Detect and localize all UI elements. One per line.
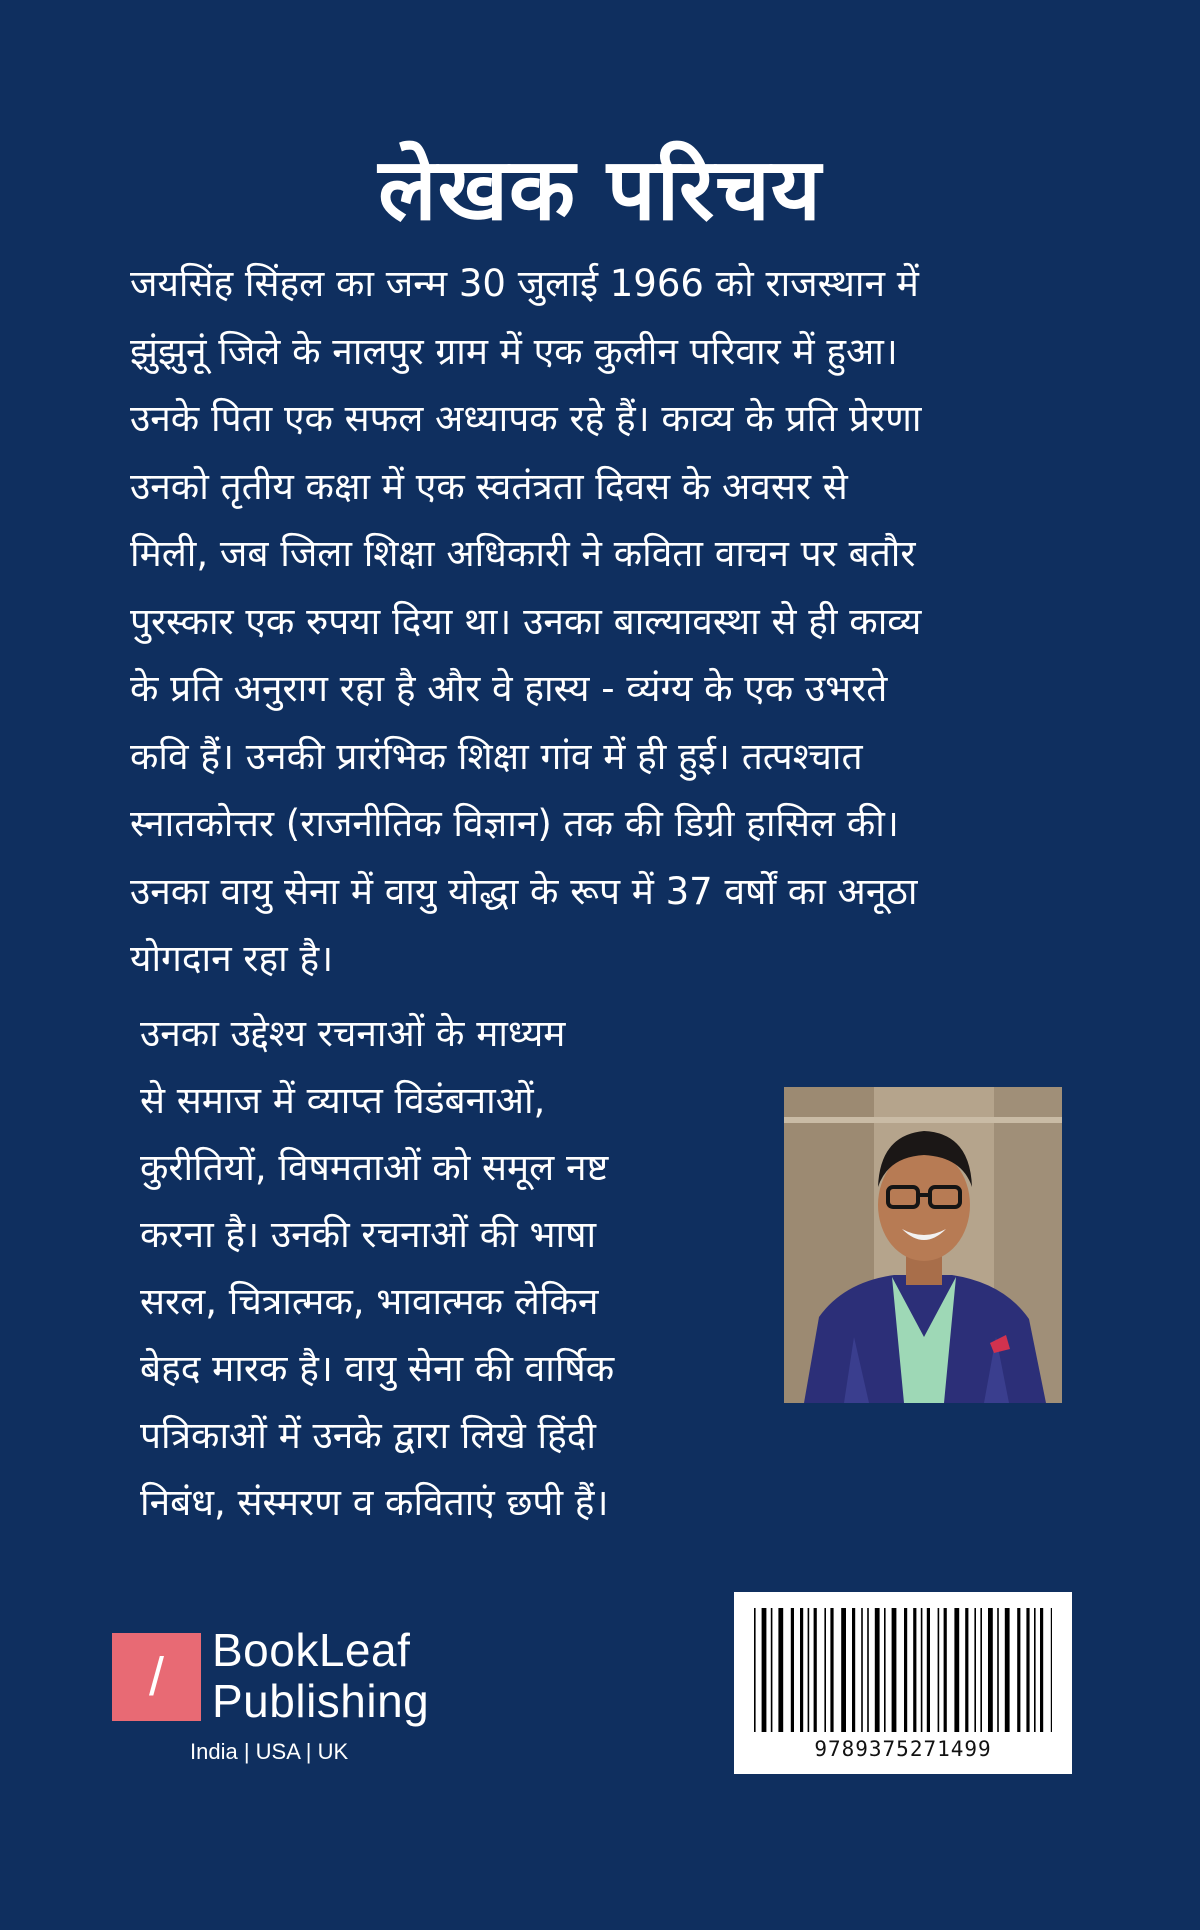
- publisher-mark: /: [112, 1633, 201, 1721]
- barcode-bar: [980, 1608, 982, 1732]
- purpose-line: उनका उद्देश्य रचनाओं के माध्यम: [140, 1012, 566, 1055]
- barcode-bar: [875, 1608, 880, 1732]
- barcode-bar: [1005, 1608, 1010, 1732]
- author-bio: [130, 250, 1000, 993]
- bio-line: पुरस्कार एक रुपया दिया था। उनका बाल्यावस्था से ही काव्य: [130, 599, 922, 643]
- barcode-bar: [771, 1608, 773, 1732]
- purpose-line: पत्रिकाओं में उनके द्वारा लिखे हिंदी: [140, 1414, 596, 1457]
- bio-line: जयसिंह सिंहल का जन्म 30 जुलाई 1966 को राजस्थान में: [130, 262, 919, 305]
- bio-line: उनके पिता एक सफल अध्यापक रहे हैं। काव्य के प्रति प्रेरणा: [130, 397, 922, 440]
- barcode-bar: [791, 1608, 794, 1732]
- barcode-bar: [921, 1608, 923, 1732]
- barcode-bar: [913, 1608, 916, 1732]
- barcode-bar: [814, 1608, 817, 1732]
- barcode-bar: [861, 1608, 863, 1732]
- page-title: लेखक परिचय: [378, 140, 822, 240]
- barcode-bars: [752, 1608, 1054, 1732]
- barcode-bar: [1026, 1608, 1029, 1732]
- bio-line: उनका वायु सेना में वायु योद्धा के रूप में 37 वर्षों का अनूठा: [130, 869, 918, 913]
- purpose-line: बेहद मारक है। वायु सेना की वार्षिक: [140, 1347, 615, 1390]
- barcode-bar: [974, 1608, 976, 1732]
- barcode-bar: [754, 1608, 756, 1732]
- author-photo: [784, 1087, 1062, 1403]
- barcode-bar: [892, 1608, 897, 1732]
- publisher-regions: India | USA | UK: [190, 1739, 349, 1764]
- barcode-bar: [954, 1608, 959, 1732]
- isbn-number: 9789375271499: [814, 1737, 992, 1761]
- barcode-bar: [852, 1608, 855, 1732]
- bio-line: योगदान रहा है।: [130, 937, 334, 980]
- barcode-bar: [988, 1608, 993, 1732]
- barcode-bar: [1040, 1608, 1043, 1732]
- barcode-bar: [997, 1608, 999, 1732]
- publisher-name-line2: Publishing: [212, 1675, 430, 1727]
- barcode-bar: [938, 1608, 940, 1732]
- purpose-line: करना है। उनकी रचनाओं की भाषा: [140, 1213, 597, 1256]
- purpose-line: कुरीतियों, विषमताओं को समूल नष्ट: [140, 1146, 609, 1189]
- isbn-barcode: [734, 1592, 1072, 1774]
- purpose-line: से समाज में व्याप्त विडंबनाओं,: [140, 1079, 546, 1122]
- author-purpose: [140, 1000, 680, 1536]
- bio-line: कवि हैं। उनकी प्रारंभिक शिक्षा गांव में ही हुई। तत्पश्चात: [130, 734, 863, 778]
- barcode-bar: [867, 1608, 869, 1732]
- barcode-bar: [884, 1608, 886, 1732]
- barcode-bar: [1017, 1608, 1020, 1732]
- barcode-bar: [778, 1608, 783, 1732]
- bio-line: के प्रति अनुराग रहा है और वे हास्य - व्यंग्य के एक उभरते: [130, 667, 888, 710]
- barcode-bar: [800, 1608, 803, 1732]
- barcode-bar: [824, 1608, 826, 1732]
- barcode-bar: [841, 1608, 846, 1732]
- barcode-bar: [927, 1608, 930, 1732]
- bio-line: मिली, जब जिला शिक्षा अधिकारी ने कविता वाचन पर बतौर: [130, 532, 916, 575]
- barcode-bar: [965, 1608, 968, 1732]
- barcode-bar: [762, 1608, 767, 1732]
- publisher-name: [212, 1625, 472, 1727]
- barcode-bar: [944, 1608, 947, 1732]
- bio-line: उनको तृतीय कक्षा में एक स्वतंत्रता दिवस के अवसर से: [130, 464, 848, 508]
- barcode-bar: [830, 1608, 833, 1732]
- barcode-bar: [1034, 1608, 1036, 1732]
- barcode-bar: [904, 1608, 907, 1732]
- purpose-line: सरल, चित्रात्मक, भावात्मक लेकिन: [140, 1280, 599, 1323]
- barcode-bar: [1051, 1608, 1052, 1732]
- bio-line: झुंझुनूं जिले के नालपुर ग्राम में एक कुलीन परिवार में हुआ।: [130, 329, 898, 373]
- publisher-name-line1: BookLeaf: [212, 1624, 411, 1676]
- barcode-bar: [808, 1608, 810, 1732]
- bio-line: स्नातकोत्तर (राजनीतिक विज्ञान) तक की डिग्री हासिल की।: [130, 802, 899, 845]
- purpose-line: निबंध, संस्मरण व कविताएं छपी हैं।: [140, 1481, 609, 1524]
